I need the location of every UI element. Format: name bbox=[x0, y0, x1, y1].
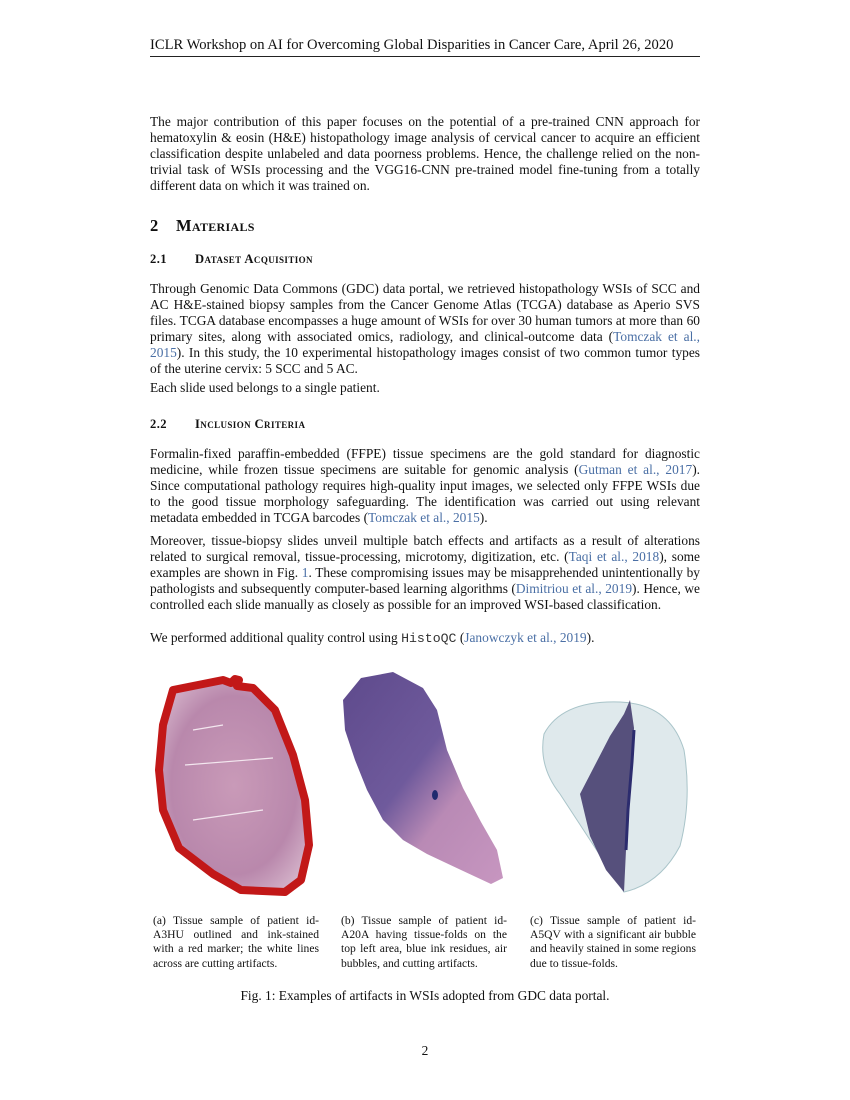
tissue-image-a bbox=[153, 670, 319, 910]
tissue-image-b bbox=[341, 670, 507, 910]
subfigure-a-caption: (a) Tissue sample of patient id-A3HU outlined and ink-stained with a red marker; the white lines across are cutting artifacts. bbox=[153, 914, 319, 970]
artifacts-text-d: ). Hence, we controlled each slide manually as closely as possible for an improved WSI-based classification. bbox=[150, 580, 700, 612]
running-header: ICLR Workshop on AI for Overcoming Global Disparities in Cancer Care, April 26, 2020 bbox=[150, 37, 674, 53]
citation-gutman-2017[interactable]: Gutman et al., 2017 bbox=[578, 461, 693, 477]
qc-text-b: ( bbox=[456, 630, 465, 645]
histoqc-code: HistoQC bbox=[401, 631, 457, 646]
ffpe-paragraph bbox=[150, 446, 700, 526]
tissue-b-shape bbox=[343, 672, 503, 884]
page-number: 2 bbox=[421, 1043, 429, 1058]
section-2-2-number: 2.2 bbox=[150, 417, 167, 431]
single-patient-paragraph: Each slide used belongs to a single patient. bbox=[150, 380, 380, 395]
ffpe-text-c: ). bbox=[479, 509, 488, 525]
artifacts-text-b: ), some examples are shown in Fig. bbox=[150, 548, 701, 580]
citation-tomczak-2015-b[interactable]: Tomczak et al., 2015 bbox=[368, 509, 480, 525]
dataset-text-tail: ). In this study, the 10 experimental histopathology images consist of two common tumor types of the uterine cervix: 5 SCC and 5 AC. bbox=[150, 344, 700, 376]
section-2-2-title: Inclusion Criteria bbox=[195, 417, 306, 431]
section-2-title: Materials bbox=[176, 216, 255, 235]
subfigure-c-caption: (c) Tissue sample of patient id-A5QV with a significant air bubble and heavily stained in some regions due to tissue-folds. bbox=[530, 914, 696, 970]
figure-1-caption: Fig. 1: Examples of artifacts in WSIs adopted from GDC data portal. bbox=[240, 988, 610, 1003]
figure-1-reference[interactable]: 1 bbox=[301, 564, 309, 580]
qc-text-c: ). bbox=[586, 630, 595, 645]
tissue-a-outline bbox=[159, 679, 309, 892]
ffpe-text-b: ). Since computational pathology requires high-quality input images, we selected only FFPE WSIs due to the good tissue morphology safeguarding. The identification was carried out using relevant metadata embedded in TCGA barcodes ( bbox=[150, 461, 700, 525]
citation-dimitriou-2019[interactable]: Dimitriou et al., 2019 bbox=[515, 580, 633, 596]
qc-text-a: We performed additional quality control using bbox=[150, 630, 402, 645]
artifacts-text-a: Moreover, tissue-biopsy slides unveil multiple batch effects and artifacts as a result of alterations related to surgical removal, tissue-processing, microtomy, digitization, etc. ( bbox=[150, 533, 700, 564]
citation-janowczyk-2019[interactable]: Janowczyk et al., 2019 bbox=[464, 630, 587, 645]
tissue-image-c bbox=[530, 670, 696, 910]
subfigure-b-caption: (b) Tissue sample of patient id-A20A having tissue-folds on the top left area, blue ink residues, air bubbles, and cutting artifacts. bbox=[341, 914, 507, 970]
section-2-1-title: Dataset Acquisition bbox=[195, 252, 313, 266]
citation-taqi-2018[interactable]: Taqi et al., 2018 bbox=[568, 548, 660, 564]
section-2-1-number: 2.1 bbox=[150, 252, 167, 266]
section-2-1-heading bbox=[150, 252, 313, 267]
section-2-number: 2 bbox=[150, 216, 159, 235]
dataset-text: Through Genomic Data Commons (GDC) data portal, we retrieved histopathology WSIs of SCC and AC H&E-stained biopsy samples from the Cancer Genome Atlas (TCGA) database as Aperio SVS files. TCGA database encompasses a huge amount of WSIs for over 30 human tumors at more than 60 primary sites, along with associated omics, radiology, and clinical-outcome data ( bbox=[150, 281, 700, 344]
header-rule bbox=[150, 56, 700, 57]
section-2-heading bbox=[150, 216, 255, 236]
artifacts-text-c: . These compromising issues may be misapprehended unintentionally by pathologists and subsequently computer-based learning algorithms ( bbox=[150, 564, 700, 596]
dataset-paragraph bbox=[150, 281, 700, 376]
intro-paragraph: The major contribution of this paper focuses on the potential of a pre-trained CNN approach for hematoxylin & eosin (H&E) histopathology image analysis of cervical cancer to acquire an efficient classification despite unlabeled and data poorness problems. Hence, the challenge relied on the non-trivial task of WSIs processing and the VGG16-CNN pre-trained model fine-tuning from a totally different data on which it was trained on. bbox=[150, 114, 700, 193]
quality-control-paragraph bbox=[150, 630, 700, 647]
artifacts-paragraph bbox=[150, 533, 700, 613]
blue-ink-residue bbox=[432, 790, 438, 800]
ffpe-text-a: Formalin-fixed paraffin-embedded (FFPE) tissue specimens are the gold standard for diagnostic medicine, while frozen tissue specimens are suitable for genomic analysis ( bbox=[150, 446, 700, 477]
section-2-2-heading bbox=[150, 417, 305, 432]
citation-tomczak-2015[interactable]: Tomczak et al., 2015 bbox=[150, 328, 700, 360]
